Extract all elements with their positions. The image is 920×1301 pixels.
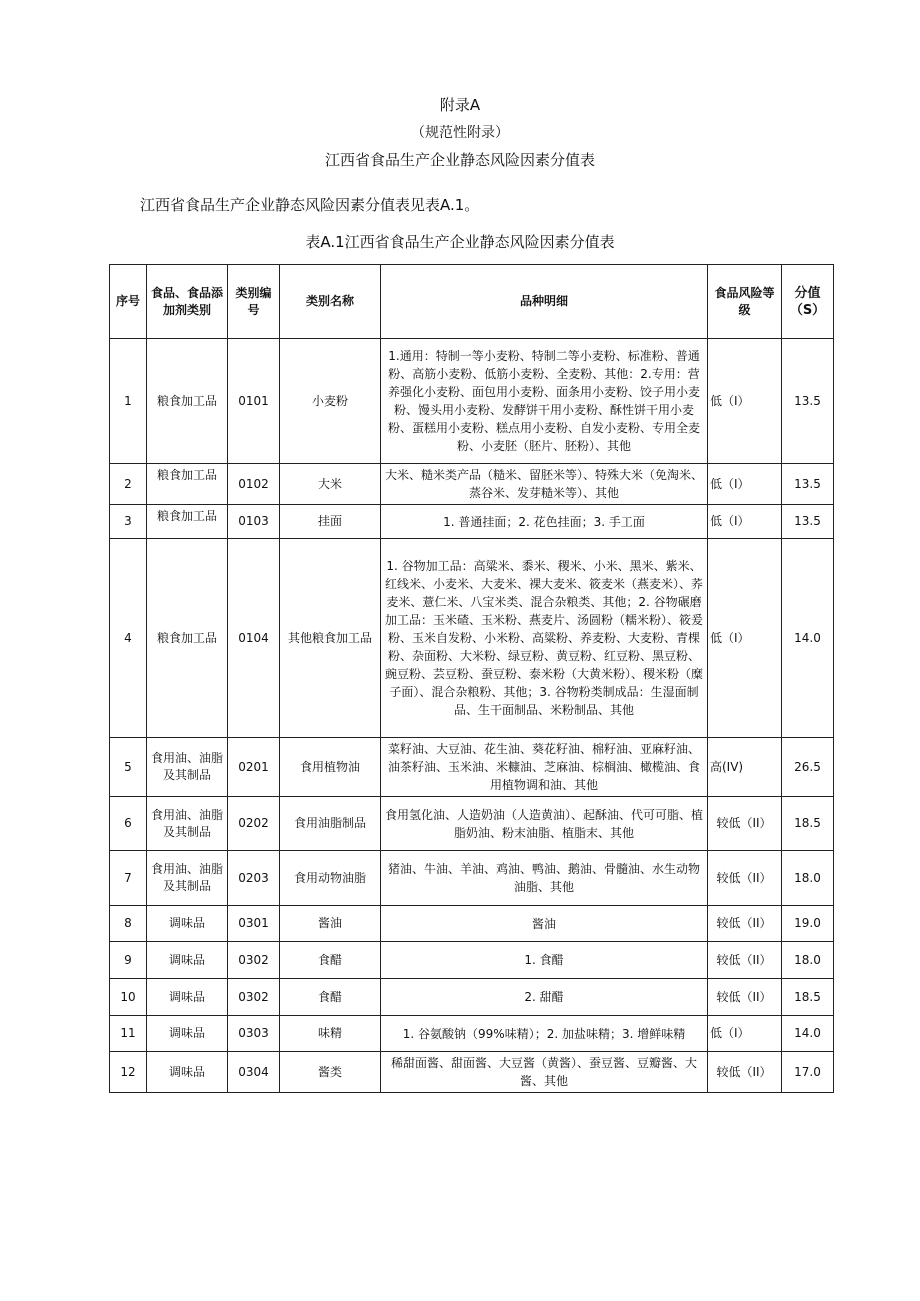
table-row: [110, 797, 834, 851]
table-row: [110, 906, 834, 942]
cell-score: 18.0: [782, 851, 834, 906]
cell-category: 食用油、油脂及其制品: [147, 738, 228, 797]
cell-name: 食醋: [280, 979, 381, 1016]
cell-name: 食醋: [280, 942, 381, 979]
cell-seq: 5: [110, 738, 147, 797]
cell-detail: 1. 谷物加工品：高粱米、黍米、稷米、小米、黑米、紫米、红线米、小麦米、大麦米、裸大麦米、筱麦米（燕麦米）、荞麦米、薏仁米、八宝米类、混合杂粮类、其他；2. 谷物碾磨加工品：玉米碴、玉米粉、燕麦片、汤圆粉（糯米粉）、筱爰粉、玉米自发粉、小米粉、高粱粉、养麦粉、大麦粉、青棵粉、杂面粉、大米粉、绿豆粉、黄豆粉、红豆粉、黑豆粉、豌豆粉、芸豆粉、蚕豆粉、泰米粉（大黄米粉）、稷米粉（糜子面）、混合杂粮粉、其他；3. 谷物粉类制成品：生湿面制品、生干面制品、米粉制品、其他: [381, 539, 708, 738]
cell-seq: 8: [110, 906, 147, 942]
cell-score: 17.0: [782, 1052, 834, 1093]
cell-risk: 低（I）: [708, 505, 782, 539]
cell-seq: 2: [110, 464, 147, 505]
cell-code: 0301: [228, 906, 280, 942]
cell-category: 粮食加工品: [147, 339, 228, 464]
cell-name: 味精: [280, 1016, 381, 1052]
header-code: 类别编号: [228, 265, 280, 339]
cell-score: 13.5: [782, 339, 834, 464]
cell-category: 粮食加工品: [147, 464, 228, 505]
cell-detail: 1. 食醋: [381, 942, 708, 979]
table-row: [110, 1052, 834, 1093]
cell-code: 0103: [228, 505, 280, 539]
cell-seq: 9: [110, 942, 147, 979]
table-row: [110, 979, 834, 1016]
cell-score: 18.0: [782, 942, 834, 979]
cell-seq: 6: [110, 797, 147, 851]
header-category: 食品、食品添加剂类别: [147, 265, 228, 339]
cell-code: 0104: [228, 539, 280, 738]
cell-seq: 12: [110, 1052, 147, 1093]
cell-name: 食用动物油脂: [280, 851, 381, 906]
cell-seq: 1: [110, 339, 147, 464]
intro-paragraph: 江西省食品生产企业静态风险因素分值表见表A.1。: [140, 196, 480, 214]
table-row: [110, 539, 834, 738]
cell-detail: 酱油: [381, 906, 708, 942]
cell-risk: 低（I）: [708, 539, 782, 738]
cell-score: 14.0: [782, 539, 834, 738]
cell-risk: 较低（II）: [708, 1052, 782, 1093]
cell-detail: 食用氢化油、人造奶油（人造黄油）、起酥油、代可可脂、植脂奶油、粉末油脂、植脂末、其他: [381, 797, 708, 851]
cell-seq: 3: [110, 505, 147, 539]
cell-category: 食用油、油脂及其制品: [147, 851, 228, 906]
cell-name: 酱类: [280, 1052, 381, 1093]
cell-detail: 大米、糙米类产品（糙米、留胚米等）、特殊大米（免淘米、蒸谷米、发芽糙米等）、其他: [381, 464, 708, 505]
header-score: 分值（S）: [782, 265, 834, 339]
cell-risk: 高(IV): [708, 738, 782, 797]
cell-category: 粮食加工品: [147, 539, 228, 738]
cell-score: 14.0: [782, 1016, 834, 1052]
cell-score: 13.5: [782, 464, 834, 505]
document-title: 江西省食品生产企业静态风险因素分值表: [324, 151, 595, 169]
cell-code: 0304: [228, 1052, 280, 1093]
cell-category: 调味品: [147, 1016, 228, 1052]
cell-code: 0303: [228, 1016, 280, 1052]
cell-category: 调味品: [147, 1052, 228, 1093]
cell-score: 18.5: [782, 797, 834, 851]
table-row: [110, 942, 834, 979]
cell-name: 大米: [280, 464, 381, 505]
cell-category: 调味品: [147, 906, 228, 942]
table-header-row: [110, 265, 834, 339]
table-row: [110, 1016, 834, 1052]
cell-name: 食用油脂制品: [280, 797, 381, 851]
cell-name: 食用植物油: [280, 738, 381, 797]
risk-score-table: [109, 264, 834, 1093]
cell-risk: 较低（II）: [708, 851, 782, 906]
cell-score: 13.5: [782, 505, 834, 539]
cell-risk: 较低（II）: [708, 797, 782, 851]
cell-risk: 较低（II）: [708, 979, 782, 1016]
table-row: [110, 339, 834, 464]
cell-code: 0202: [228, 797, 280, 851]
appendix-label: 附录A: [439, 96, 481, 114]
cell-category: 调味品: [147, 942, 228, 979]
cell-code: 0203: [228, 851, 280, 906]
cell-risk: 低（I）: [708, 464, 782, 505]
cell-score: 26.5: [782, 738, 834, 797]
cell-code: 0302: [228, 979, 280, 1016]
cell-seq: 11: [110, 1016, 147, 1052]
table-row: [110, 464, 834, 505]
cell-risk: 较低（II）: [708, 906, 782, 942]
header-detail: 品种明细: [381, 265, 708, 339]
cell-category: 食用油、油脂及其制品: [147, 797, 228, 851]
cell-detail: 1.通用：特制一等小麦粉、特制二等小麦粉、标准粉、普通粉、高筋小麦粉、低筋小麦粉、全麦粉、其他：2.专用：营养强化小麦粉、面包用小麦粉、面条用小麦粉、饺子用小麦粉、馒头用小麦粉、发酵饼干用小麦粉、酥性饼干用小麦粉、蛋糕用小麦粉、糕点用小麦粉、自发小麦粉、专用全麦粉、小麦胚（胚片、胚粉）、其他: [381, 339, 708, 464]
cell-code: 0101: [228, 339, 280, 464]
cell-code: 0302: [228, 942, 280, 979]
cell-category: 调味品: [147, 979, 228, 1016]
cell-detail: 猪油、牛油、羊油、鸡油、鸭油、鹅油、骨髓油、水生动物油脂、其他: [381, 851, 708, 906]
cell-name: 挂面: [280, 505, 381, 539]
cell-seq: 7: [110, 851, 147, 906]
appendix-subtitle: （规范性附录）: [411, 125, 509, 141]
cell-detail: 2. 甜醋: [381, 979, 708, 1016]
cell-name: 其他粮食加工品: [280, 539, 381, 738]
header-seq: 序号: [110, 265, 147, 339]
cell-seq: 4: [110, 539, 147, 738]
cell-seq: 10: [110, 979, 147, 1016]
cell-detail: 菜籽油、大豆油、花生油、葵花籽油、棉籽油、亚麻籽油、油茶籽油、玉米油、米糠油、芝麻油、棕榈油、橄榄油、食用植物调和油、其他: [381, 738, 708, 797]
cell-category: 粮食加工品: [147, 505, 228, 539]
cell-name: 小麦粉: [280, 339, 381, 464]
cell-detail: 1. 普通挂面；2. 花色挂面；3. 手工面: [381, 505, 708, 539]
cell-score: 19.0: [782, 906, 834, 942]
cell-risk: 低（I）: [708, 339, 782, 464]
cell-risk: 低（I）: [708, 1016, 782, 1052]
table-caption: 表A.1江西省食品生产企业静态风险因素分值表: [305, 233, 615, 251]
table-row: [110, 738, 834, 797]
cell-risk: 较低（II）: [708, 942, 782, 979]
cell-detail: 稀甜面酱、甜面酱、大豆酱（黄酱）、蚕豆酱、豆瓣酱、大酱、其他: [381, 1052, 708, 1093]
cell-code: 0201: [228, 738, 280, 797]
table-row: [110, 851, 834, 906]
cell-code: 0102: [228, 464, 280, 505]
table-row: [110, 505, 834, 539]
cell-name: 酱油: [280, 906, 381, 942]
header-risk: 食品风险等级: [708, 265, 782, 339]
header-name: 类别名称: [280, 265, 381, 339]
cell-score: 18.5: [782, 979, 834, 1016]
cell-detail: 1. 谷氨酸钠（99%味精）；2. 加盐味精；3. 增鲜味精: [381, 1016, 708, 1052]
